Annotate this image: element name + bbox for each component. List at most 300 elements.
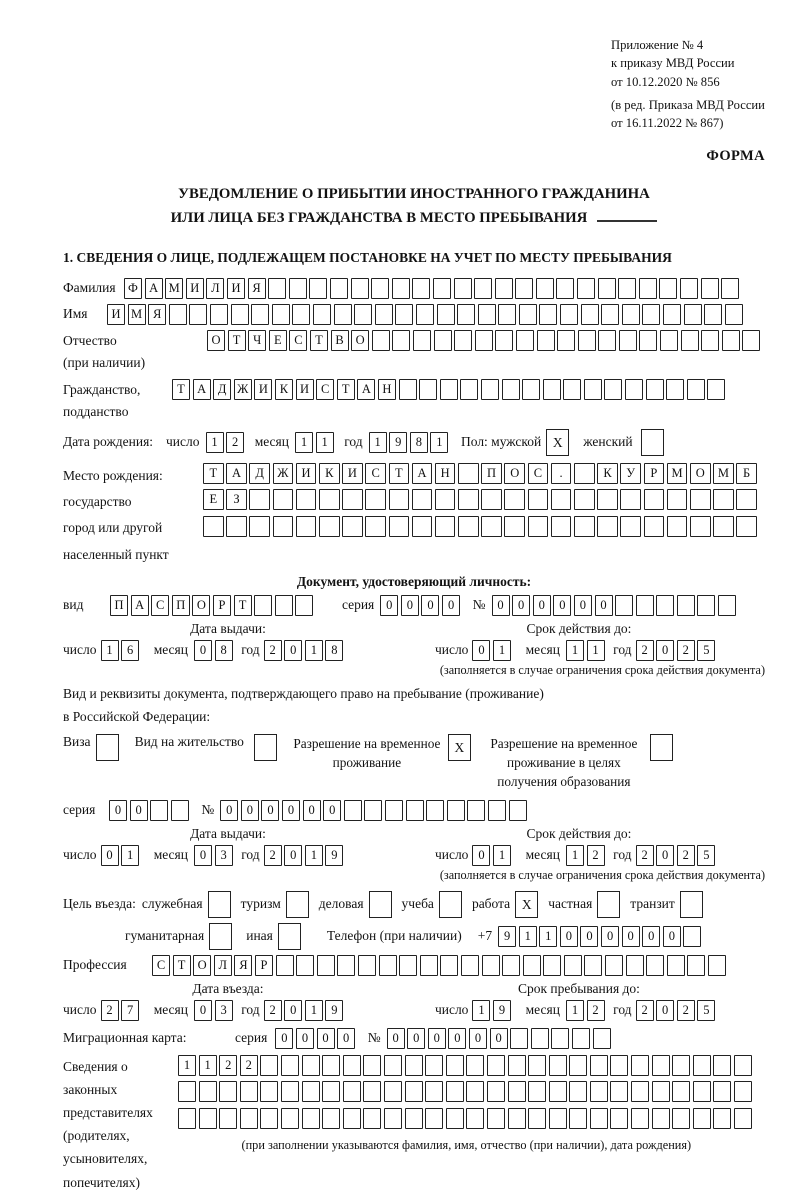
char-cell[interactable] (365, 489, 386, 510)
char-cell[interactable]: 1 (206, 432, 224, 453)
char-cell[interactable] (440, 379, 458, 400)
char-cell[interactable]: А (226, 463, 247, 484)
char-cell[interactable]: 2 (264, 640, 282, 661)
char-cell[interactable]: Ч (248, 330, 266, 351)
char-cell[interactable] (539, 304, 557, 325)
char-cell[interactable] (322, 1081, 340, 1102)
char-cell[interactable] (395, 304, 413, 325)
char-cell[interactable]: 0 (622, 926, 640, 947)
char-cell[interactable] (504, 516, 525, 537)
char-cell[interactable] (684, 304, 702, 325)
char-cell[interactable] (354, 304, 372, 325)
char-cell[interactable]: Л (214, 955, 232, 976)
checkbox-temp-permit[interactable]: X (448, 734, 471, 761)
char-cell[interactable] (384, 1108, 402, 1129)
char-cell[interactable]: 0 (656, 845, 674, 866)
char-cell[interactable] (574, 489, 595, 510)
char-cell[interactable] (590, 1108, 608, 1129)
char-cell[interactable]: . (551, 463, 572, 484)
char-cell[interactable] (371, 278, 389, 299)
char-cell[interactable] (392, 278, 410, 299)
char-cell[interactable]: К (597, 463, 618, 484)
char-cell[interactable]: С (365, 463, 386, 484)
char-cell[interactable]: Я (234, 955, 252, 976)
id-valid-month-cells[interactable] (566, 640, 607, 661)
char-cell[interactable]: 5 (697, 1000, 715, 1021)
char-cell[interactable] (543, 955, 561, 976)
char-cell[interactable] (713, 516, 734, 537)
char-cell[interactable] (358, 955, 376, 976)
char-cell[interactable]: 1 (587, 640, 605, 661)
char-cell[interactable] (466, 1108, 484, 1129)
checkbox-study[interactable] (439, 891, 462, 918)
char-cell[interactable]: 2 (226, 432, 244, 453)
char-cell[interactable]: 1 (305, 845, 323, 866)
char-cell[interactable] (701, 330, 719, 351)
char-cell[interactable]: А (412, 463, 433, 484)
char-cell[interactable]: 0 (220, 800, 238, 821)
char-cell[interactable] (672, 1081, 690, 1102)
char-cell[interactable]: 1 (493, 640, 511, 661)
char-cell[interactable] (569, 1081, 587, 1102)
char-cell[interactable] (549, 1055, 567, 1076)
char-cell[interactable] (426, 800, 444, 821)
citizenship-cells[interactable] (172, 379, 728, 400)
char-cell[interactable]: И (186, 278, 204, 299)
char-cell[interactable]: Ф (124, 278, 142, 299)
char-cell[interactable] (734, 1055, 752, 1076)
char-cell[interactable] (620, 516, 641, 537)
char-cell[interactable] (680, 278, 698, 299)
char-cell[interactable] (481, 379, 499, 400)
char-cell[interactable]: Н (378, 379, 396, 400)
stay-until-day-cells[interactable] (472, 1000, 513, 1021)
char-cell[interactable] (389, 489, 410, 510)
char-cell[interactable] (652, 1055, 670, 1076)
char-cell[interactable] (487, 1108, 505, 1129)
char-cell[interactable] (344, 800, 362, 821)
char-cell[interactable]: П (172, 595, 190, 616)
char-cell[interactable]: 1 (493, 845, 511, 866)
char-cell[interactable]: 1 (539, 926, 557, 947)
char-cell[interactable] (625, 379, 643, 400)
checkbox-humanitarian[interactable] (209, 923, 232, 950)
char-cell[interactable] (199, 1081, 217, 1102)
char-cell[interactable] (690, 489, 711, 510)
birth-day-cells[interactable] (206, 432, 247, 453)
char-cell[interactable]: Т (389, 463, 410, 484)
char-cell[interactable] (687, 955, 705, 976)
char-cell[interactable] (642, 304, 660, 325)
char-cell[interactable]: 0 (296, 1028, 314, 1049)
char-cell[interactable] (701, 278, 719, 299)
char-cell[interactable]: А (357, 379, 375, 400)
char-cell[interactable] (446, 1081, 464, 1102)
char-cell[interactable]: 0 (401, 595, 419, 616)
char-cell[interactable] (528, 1055, 546, 1076)
char-cell[interactable] (697, 595, 715, 616)
char-cell[interactable] (598, 278, 616, 299)
char-cell[interactable]: 0 (317, 1028, 335, 1049)
char-cell[interactable] (413, 330, 431, 351)
char-cell[interactable] (498, 304, 516, 325)
char-cell[interactable]: 2 (240, 1055, 258, 1076)
char-cell[interactable] (487, 1081, 505, 1102)
char-cell[interactable]: П (481, 463, 502, 484)
char-cell[interactable]: 0 (553, 595, 571, 616)
char-cell[interactable] (519, 304, 537, 325)
char-cell[interactable] (454, 330, 472, 351)
char-cell[interactable]: 2 (677, 845, 695, 866)
char-cell[interactable] (619, 330, 637, 351)
char-cell[interactable]: Т (310, 330, 328, 351)
char-cell[interactable]: Ж (234, 379, 252, 400)
char-cell[interactable] (581, 304, 599, 325)
char-cell[interactable]: С (316, 379, 334, 400)
char-cell[interactable] (502, 379, 520, 400)
char-cell[interactable] (379, 955, 397, 976)
char-cell[interactable]: 2 (636, 1000, 654, 1021)
char-cell[interactable] (219, 1108, 237, 1129)
char-cell[interactable]: А (145, 278, 163, 299)
char-cell[interactable] (690, 516, 711, 537)
char-cell[interactable]: 9 (498, 926, 516, 947)
char-cell[interactable] (302, 1108, 320, 1129)
char-cell[interactable] (169, 304, 187, 325)
char-cell[interactable] (687, 379, 705, 400)
char-cell[interactable] (704, 304, 722, 325)
char-cell[interactable]: 0 (303, 800, 321, 821)
char-cell[interactable] (289, 278, 307, 299)
char-cell[interactable] (646, 955, 664, 976)
char-cell[interactable] (405, 1055, 423, 1076)
char-cell[interactable] (590, 1055, 608, 1076)
char-cell[interactable]: И (227, 278, 245, 299)
char-cell[interactable] (460, 379, 478, 400)
char-cell[interactable] (667, 516, 688, 537)
char-cell[interactable] (601, 304, 619, 325)
char-cell[interactable] (736, 489, 757, 510)
char-cell[interactable]: 8 (215, 640, 233, 661)
char-cell[interactable] (281, 1081, 299, 1102)
char-cell[interactable]: 2 (677, 1000, 695, 1021)
char-cell[interactable]: 0 (472, 845, 490, 866)
char-cell[interactable]: Т (173, 955, 191, 976)
char-cell[interactable]: О (504, 463, 525, 484)
char-cell[interactable] (707, 379, 725, 400)
checkbox-female[interactable] (641, 429, 664, 456)
char-cell[interactable]: 2 (636, 640, 654, 661)
char-cell[interactable] (435, 516, 456, 537)
char-cell[interactable]: 0 (663, 926, 681, 947)
char-cell[interactable] (481, 489, 502, 510)
char-cell[interactable]: 1 (305, 640, 323, 661)
char-cell[interactable]: И (342, 463, 363, 484)
char-cell[interactable]: 9 (325, 845, 343, 866)
checkbox-business[interactable] (369, 891, 392, 918)
char-cell[interactable] (226, 516, 247, 537)
char-cell[interactable] (563, 379, 581, 400)
char-cell[interactable]: З (226, 489, 247, 510)
char-cell[interactable] (631, 1081, 649, 1102)
birthplace-cells-row2[interactable] (203, 489, 760, 510)
char-cell[interactable]: 1 (566, 845, 584, 866)
char-cell[interactable] (385, 800, 403, 821)
name-cells[interactable] (107, 304, 745, 325)
char-cell[interactable]: 2 (587, 1000, 605, 1021)
char-cell[interactable]: 0 (194, 845, 212, 866)
char-cell[interactable] (363, 1081, 381, 1102)
char-cell[interactable]: И (107, 304, 125, 325)
char-cell[interactable] (342, 489, 363, 510)
char-cell[interactable]: 1 (316, 432, 334, 453)
char-cell[interactable] (610, 1055, 628, 1076)
checkbox-official[interactable] (208, 891, 231, 918)
char-cell[interactable] (363, 1108, 381, 1129)
checkbox-work[interactable]: X (515, 891, 538, 918)
char-cell[interactable]: 1 (566, 1000, 584, 1021)
char-cell[interactable] (481, 516, 502, 537)
char-cell[interactable]: 1 (305, 1000, 323, 1021)
char-cell[interactable]: У (620, 463, 641, 484)
char-cell[interactable] (508, 1108, 526, 1129)
char-cell[interactable] (292, 304, 310, 325)
char-cell[interactable] (631, 1108, 649, 1129)
char-cell[interactable] (495, 278, 513, 299)
char-cell[interactable]: 1 (121, 845, 139, 866)
char-cell[interactable] (604, 379, 622, 400)
stay-issue-month-cells[interactable] (194, 845, 235, 866)
char-cell[interactable]: О (690, 463, 711, 484)
char-cell[interactable]: 0 (421, 595, 439, 616)
char-cell[interactable] (276, 955, 294, 976)
char-cell[interactable]: Т (228, 330, 246, 351)
char-cell[interactable] (528, 489, 549, 510)
char-cell[interactable] (434, 330, 452, 351)
char-cell[interactable] (488, 800, 506, 821)
char-cell[interactable]: 0 (337, 1028, 355, 1049)
char-cell[interactable] (577, 278, 595, 299)
char-cell[interactable] (722, 330, 740, 351)
reps-cells-row1[interactable] (178, 1055, 755, 1076)
char-cell[interactable] (597, 516, 618, 537)
char-cell[interactable] (639, 330, 657, 351)
char-cell[interactable] (296, 955, 314, 976)
char-cell[interactable] (578, 330, 596, 351)
char-cell[interactable] (636, 595, 654, 616)
char-cell[interactable]: 2 (264, 1000, 282, 1021)
id-valid-year-cells[interactable] (636, 640, 718, 661)
char-cell[interactable]: С (152, 955, 170, 976)
char-cell[interactable] (666, 379, 684, 400)
char-cell[interactable] (487, 1055, 505, 1076)
char-cell[interactable] (178, 1108, 196, 1129)
char-cell[interactable] (466, 1055, 484, 1076)
char-cell[interactable]: 0 (490, 1028, 508, 1049)
char-cell[interactable]: 1 (178, 1055, 196, 1076)
char-cell[interactable] (416, 304, 434, 325)
id-doc-number-cells[interactable] (492, 595, 739, 616)
char-cell[interactable]: 0 (448, 1028, 466, 1049)
char-cell[interactable]: 0 (194, 1000, 212, 1021)
char-cell[interactable] (509, 800, 527, 821)
id-doc-kind-cells[interactable] (110, 595, 316, 616)
char-cell[interactable]: 0 (601, 926, 619, 947)
char-cell[interactable]: 0 (284, 1000, 302, 1021)
entry-year-cells[interactable] (264, 1000, 346, 1021)
char-cell[interactable] (610, 1081, 628, 1102)
char-cell[interactable]: 0 (595, 595, 613, 616)
char-cell[interactable] (537, 330, 555, 351)
char-cell[interactable] (672, 1108, 690, 1129)
char-cell[interactable] (219, 1081, 237, 1102)
char-cell[interactable] (296, 516, 317, 537)
char-cell[interactable]: 0 (642, 926, 660, 947)
char-cell[interactable]: О (192, 595, 210, 616)
birth-year-cells[interactable] (369, 432, 451, 453)
char-cell[interactable] (622, 304, 640, 325)
char-cell[interactable] (508, 1081, 526, 1102)
char-cell[interactable]: 0 (194, 640, 212, 661)
char-cell[interactable]: О (351, 330, 369, 351)
stay-issue-day-cells[interactable] (101, 845, 142, 866)
char-cell[interactable] (351, 278, 369, 299)
char-cell[interactable] (531, 1028, 549, 1049)
reps-cells-row2[interactable] (178, 1081, 755, 1102)
char-cell[interactable]: 1 (101, 640, 119, 661)
char-cell[interactable] (457, 304, 475, 325)
char-cell[interactable] (528, 1081, 546, 1102)
char-cell[interactable]: 1 (566, 640, 584, 661)
char-cell[interactable]: 2 (636, 845, 654, 866)
char-cell[interactable]: 0 (261, 800, 279, 821)
stay-valid-month-cells[interactable] (566, 845, 607, 866)
char-cell[interactable] (718, 595, 736, 616)
phone-cells[interactable] (498, 926, 704, 947)
char-cell[interactable]: 9 (389, 432, 407, 453)
char-cell[interactable] (522, 379, 540, 400)
char-cell[interactable]: 2 (101, 1000, 119, 1021)
char-cell[interactable] (626, 955, 644, 976)
char-cell[interactable] (725, 304, 743, 325)
char-cell[interactable]: 0 (380, 595, 398, 616)
char-cell[interactable] (231, 304, 249, 325)
char-cell[interactable]: Д (249, 463, 270, 484)
char-cell[interactable] (569, 1055, 587, 1076)
char-cell[interactable]: 0 (130, 800, 148, 821)
char-cell[interactable] (639, 278, 657, 299)
char-cell[interactable]: 2 (219, 1055, 237, 1076)
char-cell[interactable]: 1 (199, 1055, 217, 1076)
char-cell[interactable]: К (319, 463, 340, 484)
char-cell[interactable] (433, 278, 451, 299)
char-cell[interactable] (251, 304, 269, 325)
char-cell[interactable] (406, 800, 424, 821)
char-cell[interactable] (557, 330, 575, 351)
char-cell[interactable] (210, 304, 228, 325)
birthplace-cells-row1[interactable] (203, 463, 760, 484)
char-cell[interactable]: 1 (295, 432, 313, 453)
char-cell[interactable]: 6 (121, 640, 139, 661)
char-cell[interactable]: А (131, 595, 149, 616)
char-cell[interactable] (437, 304, 455, 325)
char-cell[interactable] (249, 489, 270, 510)
char-cell[interactable] (337, 955, 355, 976)
char-cell[interactable] (721, 278, 739, 299)
patronymic-cells[interactable] (207, 330, 763, 351)
char-cell[interactable]: 0 (442, 595, 460, 616)
char-cell[interactable]: Я (248, 278, 266, 299)
char-cell[interactable] (549, 1081, 567, 1102)
char-cell[interactable]: 5 (697, 640, 715, 661)
char-cell[interactable] (240, 1108, 258, 1129)
checkbox-other[interactable] (278, 923, 301, 950)
char-cell[interactable] (597, 489, 618, 510)
char-cell[interactable] (273, 489, 294, 510)
char-cell[interactable] (150, 800, 168, 821)
char-cell[interactable] (372, 330, 390, 351)
char-cell[interactable]: 0 (656, 1000, 674, 1021)
char-cell[interactable] (313, 304, 331, 325)
char-cell[interactable]: 5 (697, 845, 715, 866)
char-cell[interactable]: Н (435, 463, 456, 484)
char-cell[interactable] (343, 1081, 361, 1102)
char-cell[interactable]: С (528, 463, 549, 484)
checkbox-transit[interactable] (680, 891, 703, 918)
char-cell[interactable] (551, 489, 572, 510)
char-cell[interactable] (644, 516, 665, 537)
char-cell[interactable] (683, 926, 701, 947)
char-cell[interactable] (660, 330, 678, 351)
char-cell[interactable] (569, 1108, 587, 1129)
char-cell[interactable]: Т (172, 379, 190, 400)
char-cell[interactable] (508, 1055, 526, 1076)
char-cell[interactable] (536, 278, 554, 299)
surname-cells[interactable] (124, 278, 742, 299)
char-cell[interactable] (296, 489, 317, 510)
char-cell[interactable]: Л (206, 278, 224, 299)
char-cell[interactable] (254, 595, 272, 616)
char-cell[interactable]: И (296, 463, 317, 484)
char-cell[interactable] (389, 516, 410, 537)
char-cell[interactable] (319, 516, 340, 537)
char-cell[interactable] (663, 304, 681, 325)
char-cell[interactable] (171, 800, 189, 821)
checkbox-temp-permit-edu[interactable] (650, 734, 673, 761)
char-cell[interactable]: Ж (273, 463, 294, 484)
char-cell[interactable] (656, 595, 674, 616)
char-cell[interactable] (330, 278, 348, 299)
char-cell[interactable]: С (151, 595, 169, 616)
char-cell[interactable] (693, 1055, 711, 1076)
char-cell[interactable] (615, 595, 633, 616)
char-cell[interactable] (281, 1055, 299, 1076)
char-cell[interactable] (425, 1081, 443, 1102)
char-cell[interactable]: Р (255, 955, 273, 976)
char-cell[interactable] (510, 1028, 528, 1049)
char-cell[interactable] (644, 489, 665, 510)
char-cell[interactable] (392, 330, 410, 351)
id-issue-month-cells[interactable] (194, 640, 235, 661)
char-cell[interactable]: Д (213, 379, 231, 400)
char-cell[interactable] (495, 330, 513, 351)
char-cell[interactable] (412, 516, 433, 537)
char-cell[interactable] (652, 1108, 670, 1129)
char-cell[interactable] (365, 516, 386, 537)
char-cell[interactable] (458, 489, 479, 510)
birth-month-cells[interactable] (295, 432, 336, 453)
char-cell[interactable]: 0 (656, 640, 674, 661)
